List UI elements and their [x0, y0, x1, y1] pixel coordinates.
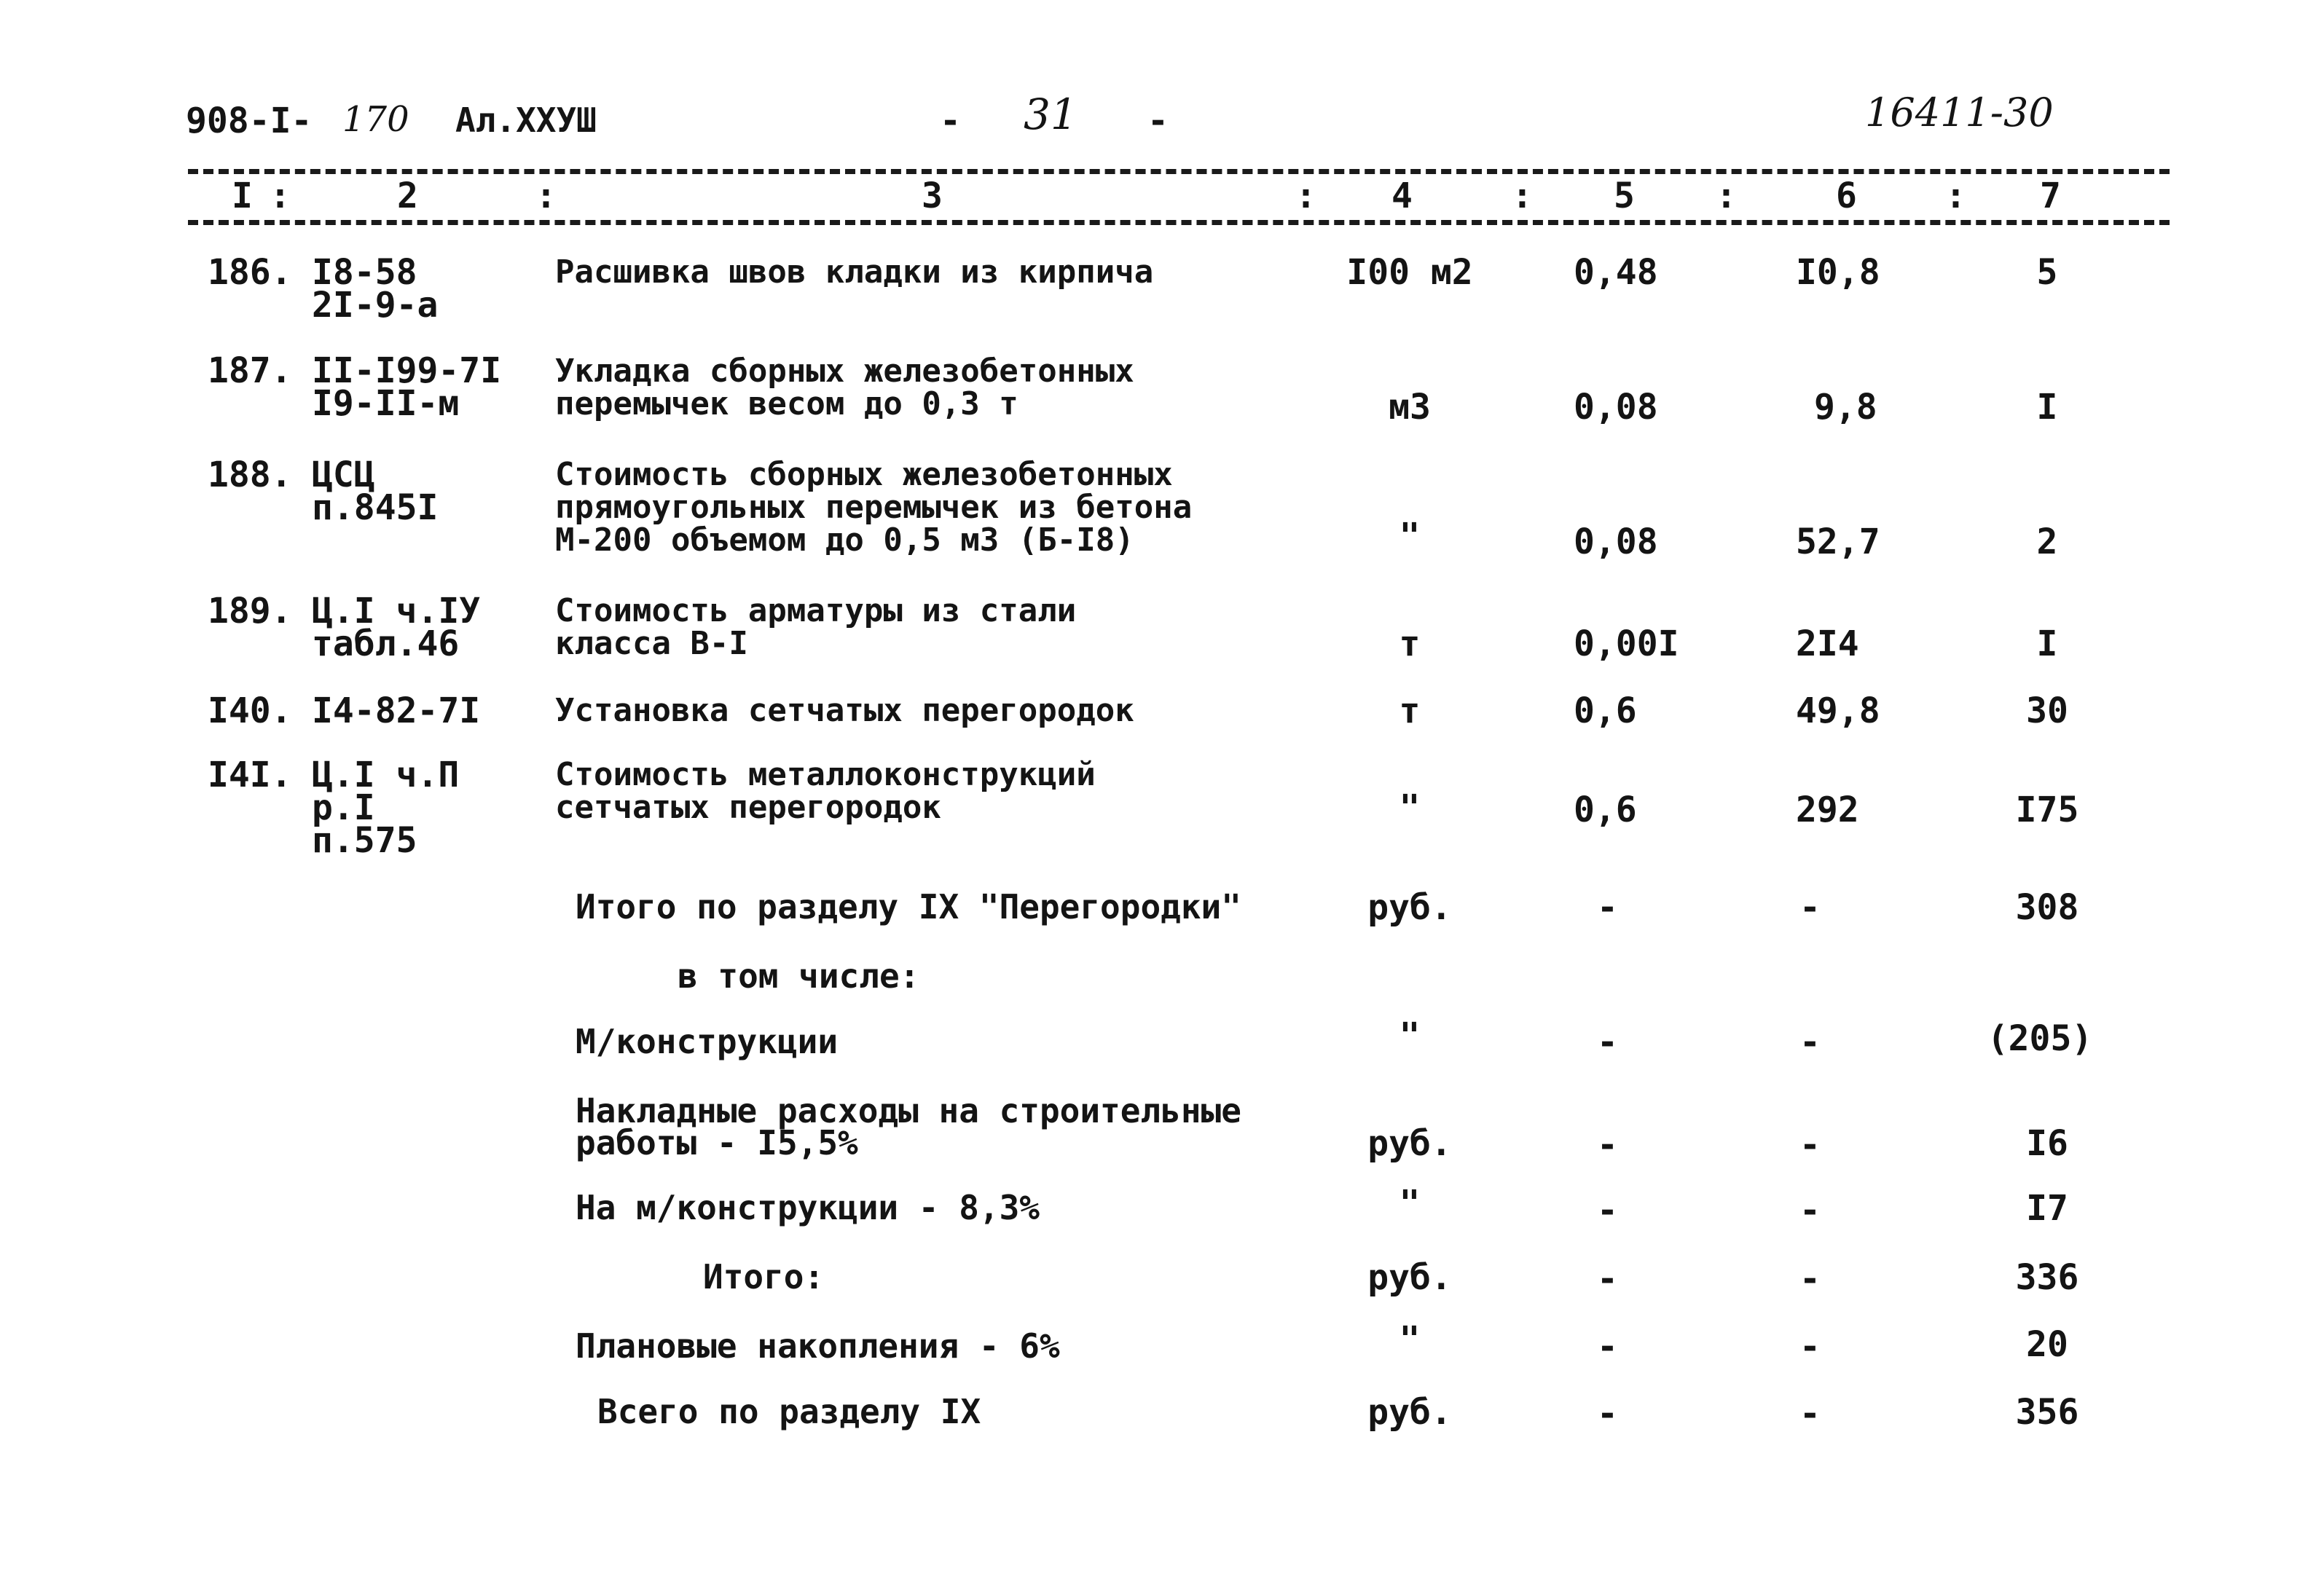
summary-quantity: -	[1597, 1326, 1618, 1367]
page-dash-left: -	[940, 101, 961, 141]
summary-price: -	[1799, 1326, 1821, 1367]
row-unit: I00 м2	[1346, 252, 1473, 293]
row-description-line: Укладка сборных железобетонных	[555, 353, 1134, 390]
summary-label: Плановые накопления - 6%	[576, 1326, 1060, 1366]
row-code-line: I4-82-7I	[312, 690, 481, 731]
row-code-line: I9-II-м	[312, 383, 460, 424]
row-code-line: п.845I	[312, 487, 439, 528]
summary-quantity: -	[1597, 1393, 1618, 1434]
project-code: 908-I-	[186, 101, 313, 141]
row-code-line: II-I99-7I	[312, 350, 502, 391]
row-quantity: 0,6	[1574, 790, 1637, 830]
column-header-6: 6	[1836, 176, 1857, 216]
summary-unit: "	[1399, 1183, 1421, 1224]
album-number: Ал.ХХУШ	[455, 101, 597, 140]
summary-price: -	[1799, 1190, 1821, 1231]
column-header-7: 7	[2040, 176, 2061, 216]
page-number: 31	[1024, 90, 1077, 139]
page-dash-right: -	[1147, 101, 1169, 141]
row-total: I	[2036, 623, 2058, 664]
summary-unit: руб.	[1367, 887, 1452, 928]
row-total: I75	[2015, 790, 2079, 830]
summary-price: -	[1799, 1125, 1821, 1165]
row-unit: т	[1399, 623, 1421, 664]
header-bottom-rule	[188, 220, 2170, 225]
summary-quantity: -	[1597, 887, 1618, 928]
column-header-1: I	[232, 176, 253, 216]
summary-unit: руб.	[1367, 1392, 1452, 1433]
project-code-handwritten: 170	[342, 99, 409, 140]
summary-price: -	[1799, 1393, 1821, 1434]
row-description-line: М-200 объемом до 0,5 м3 (Б-I8)	[555, 522, 1134, 559]
row-total: 5	[2036, 252, 2058, 293]
column-header-4: 4	[1391, 176, 1413, 216]
summary-total: 308	[2015, 887, 2079, 928]
row-unit-price: 52,7	[1796, 522, 1880, 562]
summary-total: I6	[2026, 1123, 2068, 1164]
summary-label: Всего по разделу IX	[597, 1392, 981, 1431]
summary-total: 356	[2015, 1392, 2079, 1433]
row-unit-price: 49,8	[1796, 690, 1880, 731]
summary-total: 336	[2015, 1257, 2079, 1298]
summary-label: работы - I5,5%	[576, 1123, 858, 1162]
column-separator: :	[535, 176, 557, 216]
row-number: I40.	[208, 690, 292, 731]
row-number: 189.	[208, 591, 292, 631]
row-description-line: прямоугольных перемычек из бетона	[555, 489, 1193, 526]
row-unit: "	[1399, 787, 1421, 828]
row-description-line: сетчатых перегородок	[555, 789, 941, 826]
summary-total: (205)	[1987, 1018, 2093, 1059]
row-unit-price: 9,8	[1814, 387, 1877, 428]
summary-label: М/конструкции	[576, 1022, 839, 1061]
row-number: 186.	[208, 252, 292, 293]
row-number: 187.	[208, 350, 292, 391]
summary-label: в том числе:	[678, 956, 920, 996]
summary-label: Итого:	[703, 1257, 825, 1296]
row-code-line: ЦСЦ	[312, 454, 375, 495]
row-description-line: Установка сетчатых перегородок	[555, 692, 1134, 729]
summary-total: 20	[2026, 1324, 2068, 1365]
row-description-line: Стоимость металлоконструкций	[555, 756, 1096, 793]
row-description-line: перемычек весом до 0,3 т	[555, 385, 1018, 422]
row-quantity: 0,00I	[1574, 623, 1679, 664]
row-unit-price: 292	[1796, 790, 1859, 830]
summary-quantity: -	[1597, 1125, 1618, 1165]
summary-label: Итого по разделу IX "Перегородки"	[576, 887, 1241, 926]
row-quantity: 0,08	[1574, 522, 1658, 562]
row-description-line: Стоимость сборных железобетонных	[555, 456, 1173, 493]
document-number: 16411-30	[1865, 90, 2054, 135]
row-code-line: р.I	[312, 787, 375, 828]
row-code-line: 2I-9-а	[312, 285, 439, 326]
column-separator: :	[1945, 176, 1966, 216]
column-separator: :	[1295, 176, 1316, 216]
row-total: 2	[2036, 522, 2058, 562]
row-unit: т	[1399, 690, 1421, 731]
summary-unit: руб.	[1367, 1257, 1452, 1298]
row-description-line: Расшивка швов кладки из кирпича	[555, 253, 1154, 291]
summary-price: -	[1799, 887, 1821, 928]
row-unit: "	[1399, 516, 1421, 556]
row-quantity: 0,08	[1574, 387, 1658, 428]
column-separator: :	[1512, 176, 1533, 216]
row-number: 188.	[208, 454, 292, 495]
summary-price: -	[1799, 1259, 1821, 1299]
row-total: I	[2036, 387, 2058, 428]
row-code-line: I8-58	[312, 252, 417, 293]
row-code-line: Ц.I ч.IУ	[312, 591, 481, 631]
row-unit-price: 2I4	[1796, 623, 1859, 664]
row-number: I4I.	[208, 755, 292, 795]
row-quantity: 0,48	[1574, 252, 1658, 293]
row-code-line: Ц.I ч.П	[312, 755, 460, 795]
summary-unit: "	[1399, 1319, 1421, 1360]
row-description-line: класса В-I	[555, 625, 748, 662]
summary-total: I7	[2026, 1188, 2068, 1229]
row-code-line: п.575	[312, 820, 417, 861]
summary-label: На м/конструкции - 8,3%	[576, 1188, 1040, 1227]
summary-price: -	[1799, 1022, 1821, 1063]
column-separator: :	[1716, 176, 1737, 216]
summary-quantity: -	[1597, 1190, 1618, 1231]
header-top-rule	[188, 169, 2170, 174]
column-header-5: 5	[1614, 176, 1635, 216]
row-total: 30	[2026, 690, 2068, 731]
summary-unit: "	[1399, 1015, 1421, 1056]
row-quantity: 0,6	[1574, 690, 1637, 731]
column-separator: :	[270, 176, 291, 216]
row-code-line: табл.46	[312, 623, 460, 664]
column-header-3: 3	[922, 176, 943, 216]
row-unit-price: I0,8	[1796, 252, 1880, 293]
summary-quantity: -	[1597, 1022, 1618, 1063]
summary-quantity: -	[1597, 1259, 1618, 1299]
row-description-line: Стоимость арматуры из стали	[555, 592, 1077, 629]
summary-unit: руб.	[1367, 1123, 1452, 1164]
row-unit: м3	[1389, 387, 1431, 428]
column-header-2: 2	[397, 176, 418, 216]
summary-label: Накладные расходы на строительные	[576, 1091, 1241, 1130]
